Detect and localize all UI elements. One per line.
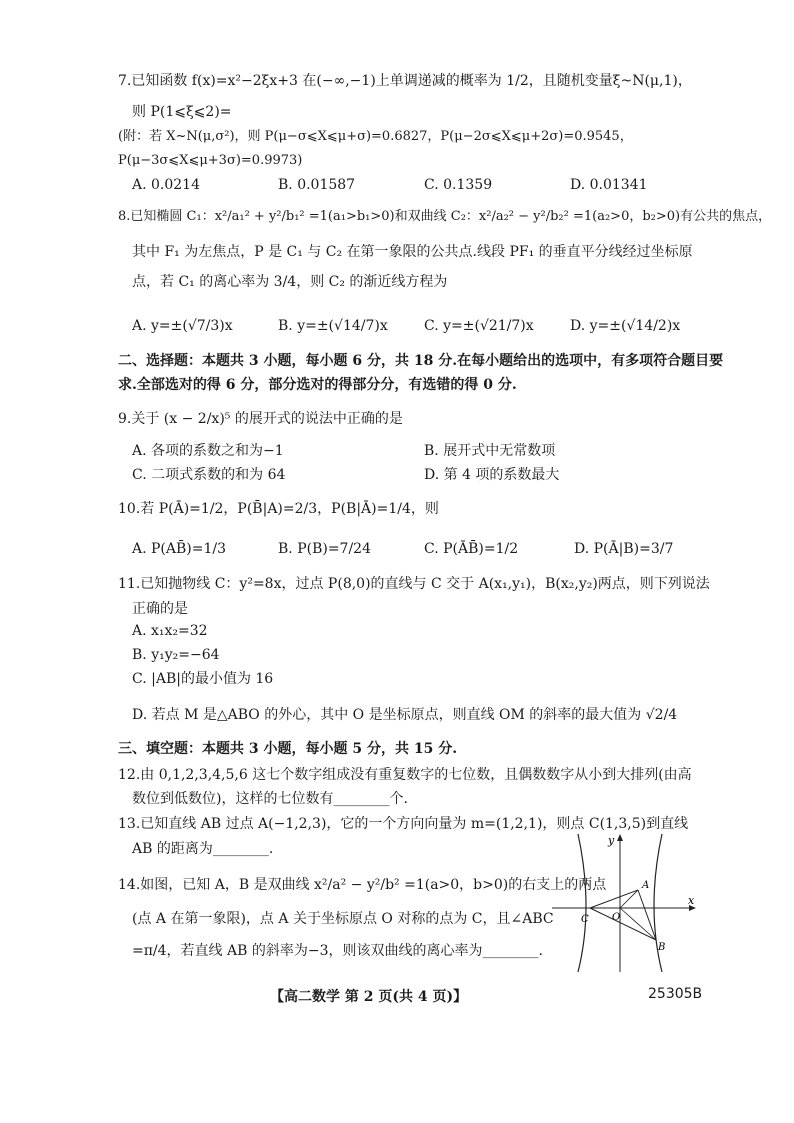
q11-stem-line1: 11.已知抛物线 C：y²=8x，过点 P(8,0)的直线与 C 交于 A(x₁,y₁)，B(x₂,y₂)两点，则下列说法	[118, 576, 710, 592]
q11-option-a: A. x₁x₂=32	[132, 623, 208, 639]
q14-stem-line1: 14.如图，已知 A，B 是双曲线 x²/a² − y²/b² =1(a>0，b>0)的右支上的两点	[118, 877, 607, 893]
label-o: O	[612, 912, 621, 923]
q9-option-c: C. 二项式系数的和为 64	[132, 467, 286, 483]
q14-hyperbola-figure	[548, 832, 700, 974]
q10-option-a: A. P(AB̄)=1/3	[132, 541, 227, 557]
q8-stem-line1: 8.已知椭圆 C₁：x²/a₁² + y²/b₁² =1(a₁>b₁>0)和双曲线 C₂：x²/a₂² − y²/b₂² =1(a₂>0，b₂>0)有公共的焦点，	[118, 209, 772, 224]
q9-option-b: B. 展开式中无常数项	[424, 443, 556, 459]
q7-option-c: C. 0.1359	[424, 177, 493, 193]
q9-option-d: D. 第 4 项的系数最大	[424, 467, 560, 483]
q9-option-a: A. 各项的系数之和为−1	[132, 443, 284, 459]
q14-stem-line2: (点 A 在第一象限)，点 A 关于坐标原点 O 对称的点为 C，且∠ABC	[132, 911, 554, 927]
q8-option-b: B. y=±(√14/7)x	[278, 318, 388, 334]
q7-note-line2: P(μ−3σ⩽X⩽μ+3σ)=0.9973)	[118, 153, 303, 168]
label-a: A	[642, 880, 650, 891]
q8-stem-line3: 点，若 C₁ 的离心率为 3/4，则 C₂ 的渐近线方程为	[132, 274, 448, 290]
q11-option-b: B. y₁y₂=−64	[132, 647, 220, 663]
q12-stem-line1: 12.由 0,1,2,3,4,5,6 这七个数字组成没有重复数字的七位数，且偶数数字从小到大排列(由高	[118, 767, 692, 783]
section2-heading-line2: 求.全部选对的得 6 分，部分选对的得部分分，有选错的得 0 分.	[118, 377, 517, 393]
label-c: C	[581, 914, 589, 925]
q11-option-d: D. 若点 M 是△ABO 的外心，其中 O 是坐标原点，则直线 OM 的斜率的最大值为 √2/4	[132, 707, 678, 723]
q8-option-c: C. y=±(√21/7)x	[424, 318, 534, 334]
section3-heading: 三、填空题：本题共 3 小题，每小题 5 分，共 15 分.	[118, 741, 458, 757]
label-y: y	[608, 834, 615, 847]
q10-option-c: C. P(ĀB̄)=1/2	[424, 541, 519, 557]
q14-stem-line3: =π/4，若直线 AB 的斜率为−3，则该双曲线的离心率为________.	[132, 943, 543, 959]
segment-oa	[620, 890, 638, 908]
q7-stem-line1: 7.已知函数 f(x)=x²−2ξx+3 在(−∞,−1)上单调递减的概率为 1/2，且随机变量ξ~N(μ,1)，	[118, 73, 692, 89]
q7-option-a: A. 0.0214	[132, 177, 200, 193]
q8-option-d: D. y=±(√14/2)x	[570, 318, 681, 334]
page-footer: 【高二数学 第 2 页(共 4 页)】	[270, 989, 468, 1005]
q8-option-a: A. y=±(√7/3)x	[132, 318, 233, 334]
segment-ca	[590, 890, 638, 908]
q13-stem-line1: 13.已知直线 AB 过点 A(−1,2,3)，它的一个方向向量为 m=(1,2,1)，则点 C(1,3,5)到直线	[118, 816, 689, 832]
q7-option-d: D. 0.01341	[570, 177, 648, 193]
y-axis-arrow	[617, 834, 623, 841]
q12-stem-line2: 数位到低数位)，这样的七位数有________个.	[132, 791, 408, 807]
label-x: x	[688, 894, 695, 907]
q13-stem-line2: AB 的距离为________.	[132, 841, 274, 857]
paper-code: 25305B	[648, 986, 703, 1002]
q8-stem-line2: 其中 F₁ 为左焦点，P 是 C₁ 与 C₂ 在第一象限的公共点.线段 PF₁ 的垂直平分线经过坐标原	[132, 244, 693, 260]
q10-stem: 10.若 P(Ā)=1/2，P(B̄|A)=2/3，P(B|Ā)=1/4，则	[118, 501, 439, 517]
q10-option-b: B. P(B)=7/24	[278, 541, 371, 557]
hyperbola-left-branch	[578, 834, 586, 972]
q10-option-d: D. P(Ā|B)=3/7	[574, 541, 674, 557]
q9-stem: 9.关于 (x − 2/x)⁵ 的展开式的说法中正确的是	[118, 411, 403, 427]
q7-stem-line2: 则 P(1⩽ξ⩽2)=	[132, 104, 232, 120]
q11-option-c: C. |AB|的最小值为 16	[132, 671, 274, 687]
q11-stem-line2: 正确的是	[132, 601, 188, 617]
q7-note-line1: (附：若 X~N(μ,σ²)，则 P(μ−σ⩽X⩽μ+σ)=0.6827，P(μ−2σ⩽X⩽μ+2σ)=0.9545，	[118, 129, 633, 144]
label-b: B	[658, 942, 666, 953]
q7-option-b: B. 0.01587	[278, 177, 356, 193]
section2-heading-line1: 二、选择题：本题共 3 小题，每小题 6 分，共 18 分.在每小题给出的选项中，有多项符合题目要	[118, 353, 724, 369]
